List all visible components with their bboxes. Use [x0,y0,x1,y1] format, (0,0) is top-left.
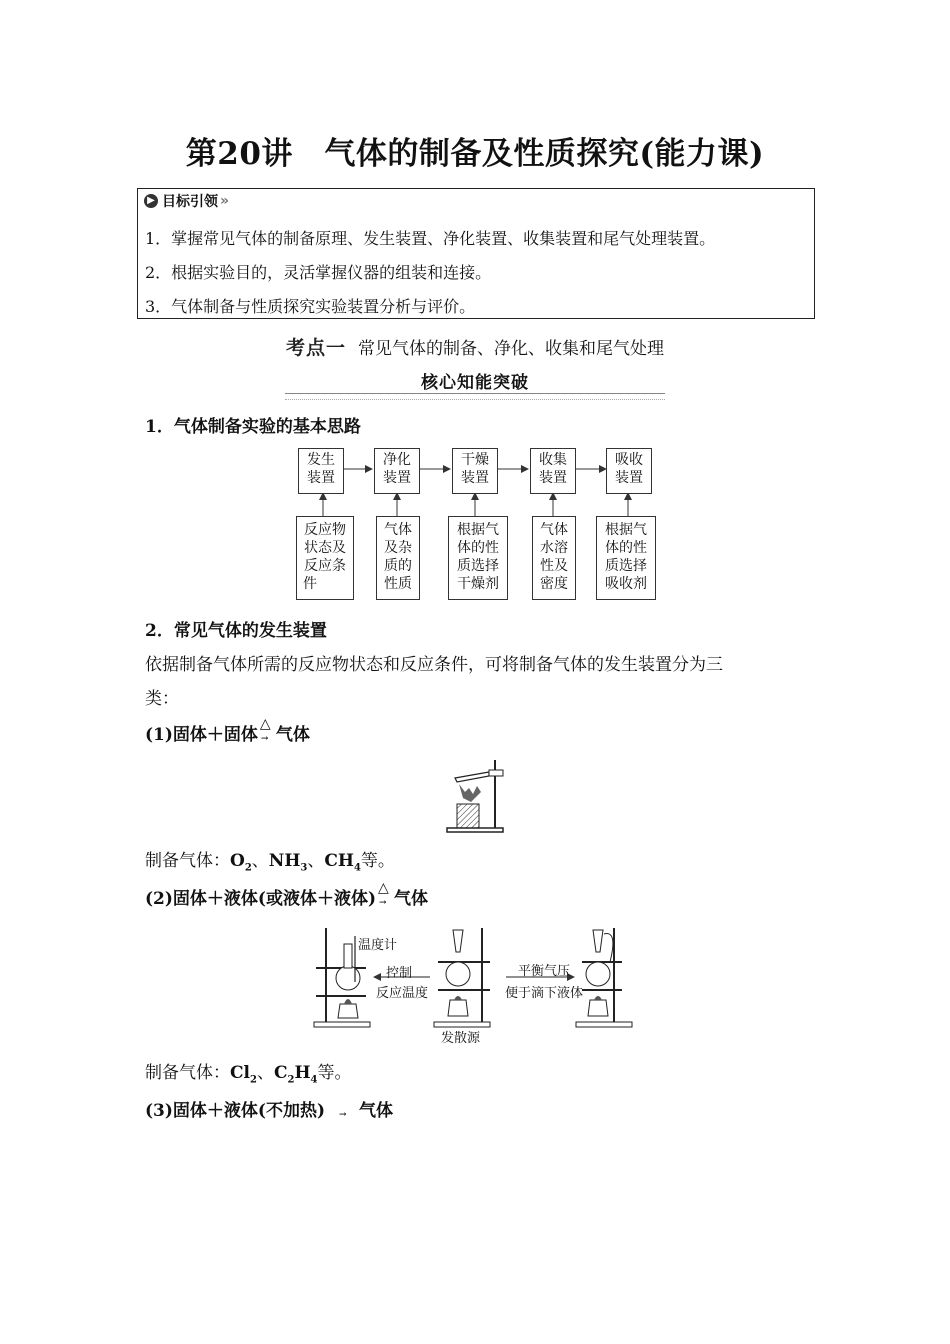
objectives-tag-label: 目标引领 [162,194,218,210]
flow-text: 反应条 [304,558,346,574]
banner-underline [285,393,665,400]
flow-text: 性质 [384,576,412,592]
type2-right: 气体 [394,889,429,909]
label-source: 发散源 [441,1031,481,1046]
label-control-2: 反应温度 [376,986,429,1001]
flow-text: 水溶 [540,540,568,556]
section-banner: 核心知能突破 [421,373,529,393]
objective-item-1: 1．掌握常见气体的制备原理、发生装置、净化装置、收集装置和尾气处理装置。 [145,229,716,248]
heat-arrow [376,880,394,908]
heat-arrow [258,716,276,744]
intro-line-2: 类： [145,689,179,709]
type3-left: (3)固体＋液体(不加热) [145,1101,326,1121]
label-balance-1: 平衡气压 [518,964,571,979]
objectives-tag [144,191,229,211]
flow-text: 件 [303,576,317,592]
flow-text: 反应物 [304,522,346,538]
flow-box-drying [452,448,498,494]
double-chevron-icon: » [220,193,230,209]
type1-equation [145,716,310,745]
flow-text: 装置 [307,470,335,486]
gases1-prefix: 制备气体： [145,851,230,871]
arrow-icon: → [379,898,387,908]
label-thermometer: 温度计 [358,938,398,953]
heading-2: 2．常见气体的发生装置 [145,621,327,641]
play-icon: ▶ [144,194,158,208]
flow-text: 体的性 [457,540,499,556]
flow-text: 状态及 [304,540,346,556]
flow-note-desiccant [448,516,508,600]
delta-icon: △ [378,880,389,896]
section-title: 常见气体的制备、净化、收集和尾气处理 [358,339,664,359]
objective-item-2: 2．根据实验目的，灵活掌握仪器的组装和连接。 [145,263,492,282]
flow-text: 吸收剂 [605,576,647,592]
subscript: 4 [310,1074,318,1086]
flow-text: 质选择 [605,558,647,574]
flow-text: 装置 [461,470,489,486]
flow-text: 质的 [384,558,412,574]
flow-box-generation [298,448,344,494]
arrow-icon: → [260,734,269,744]
section-label: 考点一 [285,337,346,359]
flow-box-absorption [606,448,652,494]
gas-c2h4-h: H [294,1063,311,1083]
flow-note-absorbent [596,516,656,600]
label-balance-2: 便于滴下液体 [505,986,584,1001]
flow-text: 装置 [539,470,567,486]
flow-text: 发生 [307,452,335,468]
type3-right: 气体 [359,1101,394,1121]
flow-box-collection [530,448,576,494]
gas-ch4: CH [324,851,354,871]
subscript: 3 [300,862,308,874]
flow-note-reactants [296,516,354,600]
flow-box-purification [374,448,420,494]
page-title: 第20讲 气体的制备及性质探究(能力课) [185,136,765,172]
gas-o2: O [230,851,245,871]
type3-equation [145,1096,393,1121]
gas-cl2: Cl [230,1063,250,1083]
type2-equation [145,880,429,909]
gases2 [145,1058,352,1085]
label-control-1: 控制 [386,966,413,981]
flow-text: 密度 [540,576,568,592]
arrow-icon: → [339,1110,347,1120]
flow-text: 体的性 [605,540,647,556]
gases1-suffix: 等。 [360,851,395,871]
section-header [0,333,950,360]
flow-text: 装置 [383,470,411,486]
solid-solid-apparatus-illustration [445,758,507,834]
type1-right: 气体 [275,725,310,745]
flow-text: 干燥 [461,452,489,468]
flow-text: 及杂 [384,540,412,556]
flow-text: 装置 [615,470,643,486]
subscript: 4 [353,862,361,874]
gas-nh3: NH [268,851,301,871]
subscript: 2 [244,862,252,874]
flow-note-solubility [532,516,576,600]
gas-c2h4: C [273,1063,288,1083]
flow-text: 干燥剂 [457,576,499,592]
flow-note-impurities [376,516,420,600]
flow-text: 气体 [384,522,412,538]
type2-left: (2)固体＋液体(或液体＋液体) [145,889,377,909]
flow-text: 收集 [539,452,567,468]
objective-item-3: 3．气体制备与性质探究实验装置分析与评价。 [145,297,476,316]
flow-text: 气体 [540,522,568,538]
subscript: 2 [287,1074,295,1086]
flow-text: 根据气 [457,522,499,538]
flow-text: 吸收 [615,452,643,468]
flow-text: 质选择 [457,558,499,574]
gases2-prefix: 制备气体： [145,1063,230,1083]
type1-left: (1)固体＋固体 [145,725,258,745]
flow-text: 净化 [383,452,411,468]
separator: 、 [307,851,325,871]
flow-text: 性及 [540,558,568,574]
gases2-suffix: 等。 [317,1063,352,1083]
heading-1: 1．气体制备实验的基本思路 [145,417,361,437]
subscript: 2 [250,1074,257,1086]
flow-text: 根据气 [605,522,647,538]
intro-line-1: 依据制备气体所需的反应物状态和反应条件，可将制备气体的发生装置分为三 [145,655,723,675]
arrow [325,1098,359,1120]
gases1 [145,846,395,873]
separator: 、 [256,1063,274,1083]
delta-icon: △ [259,716,271,732]
separator: 、 [251,851,269,871]
